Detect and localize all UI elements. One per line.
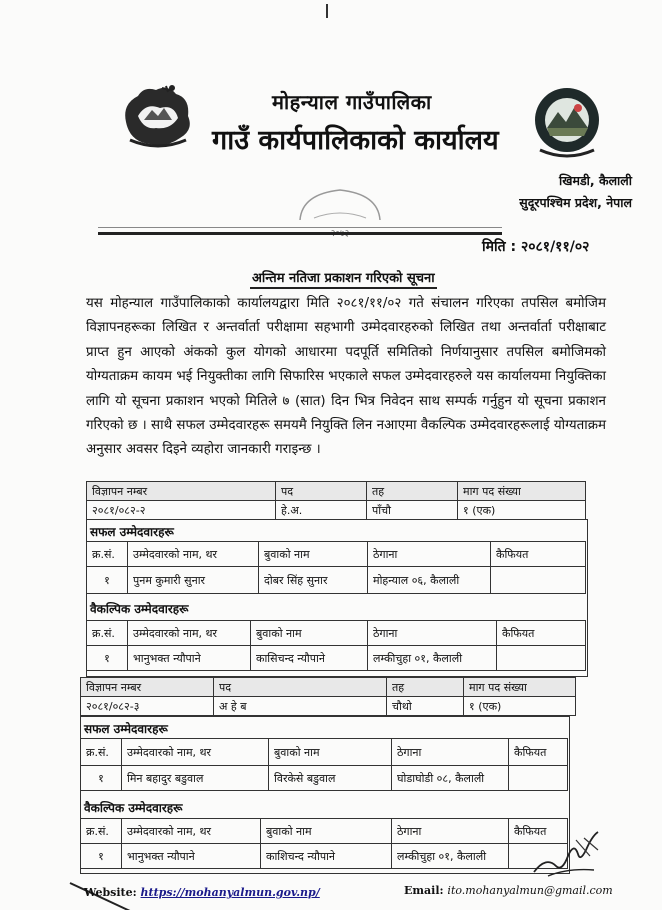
sn-value: १ [81, 766, 122, 791]
ad-no-label: विज्ञापन नम्बर [87, 482, 276, 501]
post-label: पद [276, 482, 367, 501]
address-value: लम्कीचुहा ०१, कैलाली [392, 844, 509, 869]
name-value: पुनम कुमारी सुनार [128, 567, 259, 594]
scan-mark [326, 4, 328, 18]
remarks-value [491, 567, 586, 594]
name-value: भानुभक्त न्यौपाने [128, 646, 251, 671]
address-label: ठेगाना [368, 621, 497, 646]
ad1-header-table [86, 481, 586, 520]
name-label: उम्मेदवारको नाम, थर [122, 739, 269, 766]
father-value: विरकेसे बडुवाल [269, 766, 392, 791]
remarks-value [497, 646, 586, 671]
notice-date: मिति : २०८१/११/०२ [482, 239, 590, 255]
address-value: लम्कीचुहा ०१, कैलाली [368, 646, 497, 671]
alternate-heading: वैकल्पिक उम्मेदवारहरू [90, 602, 189, 616]
notice-body: यस मोहन्याल गाउँपालिकाको कार्यालयद्वारा मिति २०८१/११/०२ गते संचालन गरिएका तपसिल बमोजिम विज्ञापनहरूका लिखित र अन्तर्वार्ता परीक्षामा सहभागी उम्मेदवारहरुको लिखित तथा अन्तर्वार्ता परीक्षाबाट प्राप्त हुन आएको अंकको कुल योगको आधारमा पदपूर्ति समितिको निर्णयानुसार तपसिल बमोजिमको योग्यताक्रम कायम भई नियुक्तीका लागि सिफारिस भएकाले सफल उम्मेदवारहरुले यस कार्यालयमा नियुक्तिका लागि यो सूचना प्रकाशन भएको मितिले ७ (सात) दिन भित्र निवेदन साथ सम्पर्क गर्नुहुन यो सूचना प्रकाशन गरिएको छ । साथै सफल उम्मेदवारहरू समयमै नियुक्ति लिन नआएमा वैकल्पिक उम्मेदवारहरूलाई योग्यताक्रम अनुसार अवसर दिइने व्यहोरा जानकारी गराइन्छ । [86, 296, 606, 458]
post-value: हे.अ. [276, 501, 367, 520]
name-label: उम्मेदवारको नाम, थर [128, 621, 251, 646]
ad-no-label: विज्ञापन नम्बर [81, 678, 214, 697]
successful-heading: सफल उम्मेदवारहरू [90, 525, 174, 539]
level-label: तह [367, 482, 458, 501]
table-row [87, 542, 586, 567]
name-value: मिन बहादुर बडुवाल [122, 766, 269, 791]
table-row [87, 482, 586, 501]
successful-heading: सफल उम्मेदवारहरू [84, 722, 168, 736]
footer-email [404, 884, 613, 897]
notice-title: अन्तिम नतिजा प्रकाशन गरिएको सूचना [250, 268, 437, 289]
name-label: उम्मेदवारको नाम, थर [122, 819, 261, 844]
office-title: गाउँ कार्यपालिकाको कार्यालय [212, 125, 499, 156]
demand-value: १ (एक) [464, 697, 576, 716]
father-label: बुवाको नाम [261, 819, 392, 844]
sn-label: क्र.सं. [81, 819, 122, 844]
header-divider [98, 232, 502, 235]
remarks-label: कैफियत [491, 542, 586, 567]
father-value: कासिचन्द न्यौपाने [251, 646, 368, 671]
header-divider-thin [98, 227, 502, 228]
remarks-value [509, 766, 568, 791]
level-value: पाँचौ [367, 501, 458, 520]
father-value: काशिचन्द न्यौपाने [261, 844, 392, 869]
table-row [87, 621, 586, 646]
ad-no-value: २०८१/०८२-३ [81, 697, 214, 716]
table-row [81, 844, 568, 869]
address-line-1: खिमडी, कैलाली [559, 173, 632, 188]
sn-label: क्र.सं. [87, 542, 128, 567]
name-value: भानुभक्त न्यौपाने [122, 844, 261, 869]
demand-label: माग पद संख्या [464, 678, 576, 697]
signature-icon [528, 826, 608, 886]
table-row [87, 567, 586, 594]
address-label: ठेगाना [368, 542, 491, 567]
table-row [87, 646, 586, 671]
office-stamp-icon [292, 180, 388, 240]
address-value: घोडाघोडी ०८, कैलाली [392, 766, 509, 791]
nepal-emblem-icon [116, 82, 200, 152]
table-row [81, 697, 576, 716]
demand-label: माग पद संख्या [458, 482, 586, 501]
level-value: चौथो [387, 697, 464, 716]
father-label: बुवाको नाम [259, 542, 368, 567]
email-link[interactable]: ito.mohanyalmun@gmail.com [447, 884, 613, 897]
alternate-heading: वैकल्पिक उम्मेदवारहरू [84, 801, 183, 815]
father-label: बुवाको नाम [251, 621, 368, 646]
table-row [81, 819, 568, 844]
sn-label: क्र.सं. [87, 621, 128, 646]
table-row [87, 501, 586, 520]
ad2-successful-table [80, 738, 568, 791]
address-value: मोहन्याल ०६, कैलाली [368, 567, 491, 594]
ad1-alternate-table [86, 620, 586, 671]
email-label: Email: [404, 884, 444, 897]
table-row [81, 678, 576, 697]
remarks-label: कैफियत [509, 739, 568, 766]
sn-label: क्र.सं. [81, 739, 122, 766]
table-row [81, 766, 568, 791]
father-value: दोबर सिंह सुनार [259, 567, 368, 594]
post-label: पद [214, 678, 387, 697]
remarks-label: कैफियत [497, 621, 586, 646]
father-label: बुवाको नाम [269, 739, 392, 766]
ad2-header-table [80, 677, 576, 716]
table-row [81, 739, 568, 766]
footer-website [84, 886, 320, 899]
website-label: Website: [84, 886, 137, 899]
remarks-label: कैफियत [509, 819, 568, 844]
post-value: अ हे ब [214, 697, 387, 716]
municipality-logo-icon [532, 84, 602, 162]
address-label: ठेगाना [392, 819, 509, 844]
office-name: मोहन्याल गाउँपालिका [272, 90, 432, 114]
sn-value: १ [87, 646, 128, 671]
address-line-2: सुदूरपश्चिम प्रदेश, नेपाल [519, 195, 632, 210]
demand-value: १ (एक) [458, 501, 586, 520]
name-label: उम्मेदवारको नाम, थर [128, 542, 259, 567]
level-label: तह [387, 678, 464, 697]
sn-value: १ [81, 844, 122, 869]
sn-value: १ [87, 567, 128, 594]
website-link[interactable]: https://mohanyalmun.gov.np/ [140, 886, 320, 899]
ad1-successful-table [86, 541, 586, 594]
ad2-alternate-table [80, 818, 568, 869]
address-label: ठेगाना [392, 739, 509, 766]
ad-no-value: २०८१/०८२-२ [87, 501, 276, 520]
